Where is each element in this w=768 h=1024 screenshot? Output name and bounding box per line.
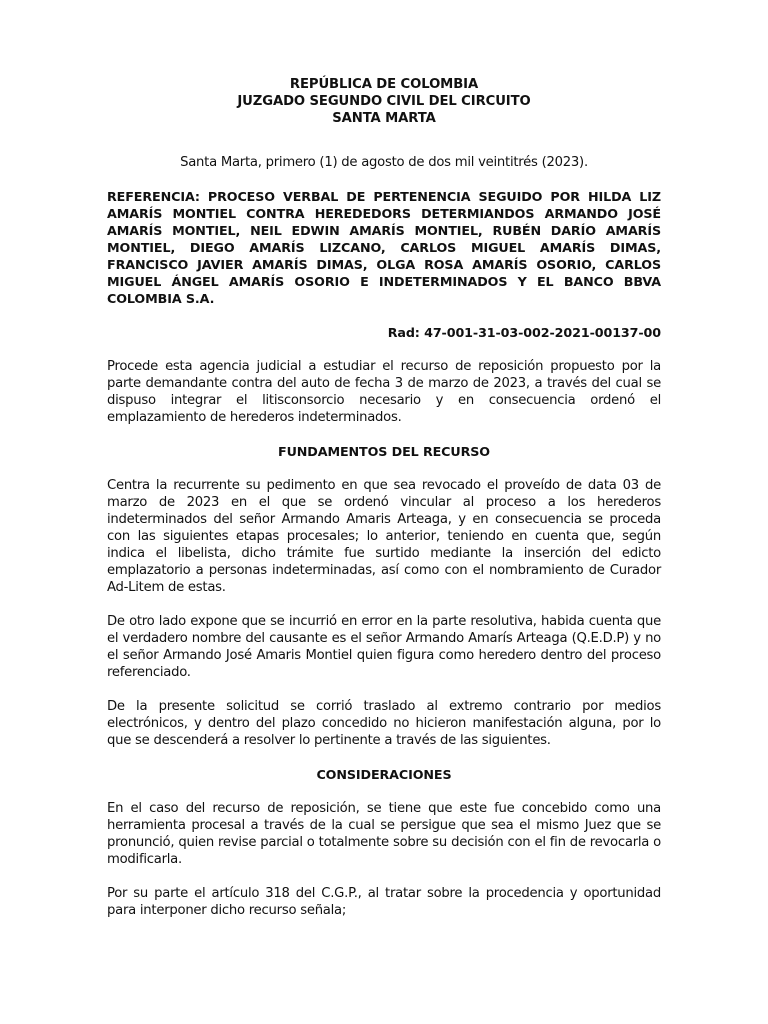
- header-court: JUZGADO SEGUNDO CIVIL DEL CIRCUITO: [237, 94, 531, 109]
- section-title-fundamentos: FUNDAMENTOS DEL RECURSO: [278, 444, 490, 459]
- fundamentos-paragraph-3: De la presente solicitud se corrió traslado al extremo contrario por medios electrónicos, y dentro del plazo concedido no hicieron manifestación alguna, por lo que se descenderá a resolver lo pertinente a través de las siguientes.: [107, 699, 661, 748]
- document-page: [107, 76, 661, 919]
- fundamentos-paragraph-2: De otro lado expone que se incurrió en error en la parte resolutiva, habida cuenta que el verdadero nombre del causante es el señor Armando Amarís Arteaga (Q.E.D.P) y no el señor Armando José Amaris Montiel quien figura como heredero dentro del proceso referenciado.: [107, 614, 661, 680]
- consideraciones-paragraph-2: Por su parte el artículo 318 del C.G.P., al tratar sobre la procedencia y oportunidad para interponer dicho recurso señala;: [107, 886, 661, 918]
- reference-block: REFERENCIA: PROCESO VERBAL DE PERTENENCIA SEGUIDO POR HILDA LIZ AMARÍS MONTIEL CONTRA HEREDEDORS DETERMIANDOS ARMANDO JOSÉ AMARÍS MONTIEL, NEIL EDWIN AMARÍS MONTIEL, RUBÉN DARÍO AMARÍS MONTIEL, DIEGO AMARÍS LIZCANO, CARLOS MIGUEL AMARÍS DIMAS, FRANCISCO JAVIER AMARÍS DIMAS, OLGA ROSA AMARÍS OSORIO, CARLOS MIGUEL ÁNGEL AMARÍS OSORIO E INDETERMINADOS Y EL BANCO BBVA COLOMBIA S.A.: [107, 189, 661, 306]
- court-header: [107, 76, 661, 127]
- header-country: REPÚBLICA DE COLOMBIA: [289, 77, 479, 92]
- header-city: SANTA MARTA: [332, 111, 436, 126]
- consideraciones-paragraph-1: En el caso del recurso de reposición, se tiene que este fue concebido como una herramienta procesal a través de la cual se persigue que sea el mismo Juez que se pronunció, quien revise parcial o totalmente sobre su decisión con el fin de revocarla o modificarla.: [107, 801, 661, 867]
- intro-paragraph: Procede esta agencia judicial a estudiar el recurso de reposición propuesto por la parte demandante contra del auto de fecha 3 de marzo de 2023, a través del cual se dispuso integrar el litisconsorcio necesario y en consecuencia ordenó el emplazamiento de herederos indeterminados.: [107, 359, 661, 425]
- section-title-consideraciones: CONSIDERACIONES: [316, 767, 452, 782]
- fundamentos-paragraph-1: Centra la recurrente su pedimento en que sea revocado el proveído de data 03 de marzo de 2023 en el que se ordenó vincular al proceso a los herederos indeterminados del señor Armando Amaris Arteaga, y en consecuencia se proceda con las siguientes etapas procesales; lo anterior, teniendo en cuenta que, según indica el libelista, dicho trámite fue surtido mediante la inserción del edicto emplazatorio a personas indeterminadas, así como con el nombramiento de Curador Ad-Litem de estas.: [107, 478, 661, 595]
- rad-number: Rad: 47-001-31-03-002-2021-00137-00: [387, 325, 661, 340]
- date-line: Santa Marta, primero (1) de agosto de dos mil veintitrés (2023).: [180, 155, 588, 170]
